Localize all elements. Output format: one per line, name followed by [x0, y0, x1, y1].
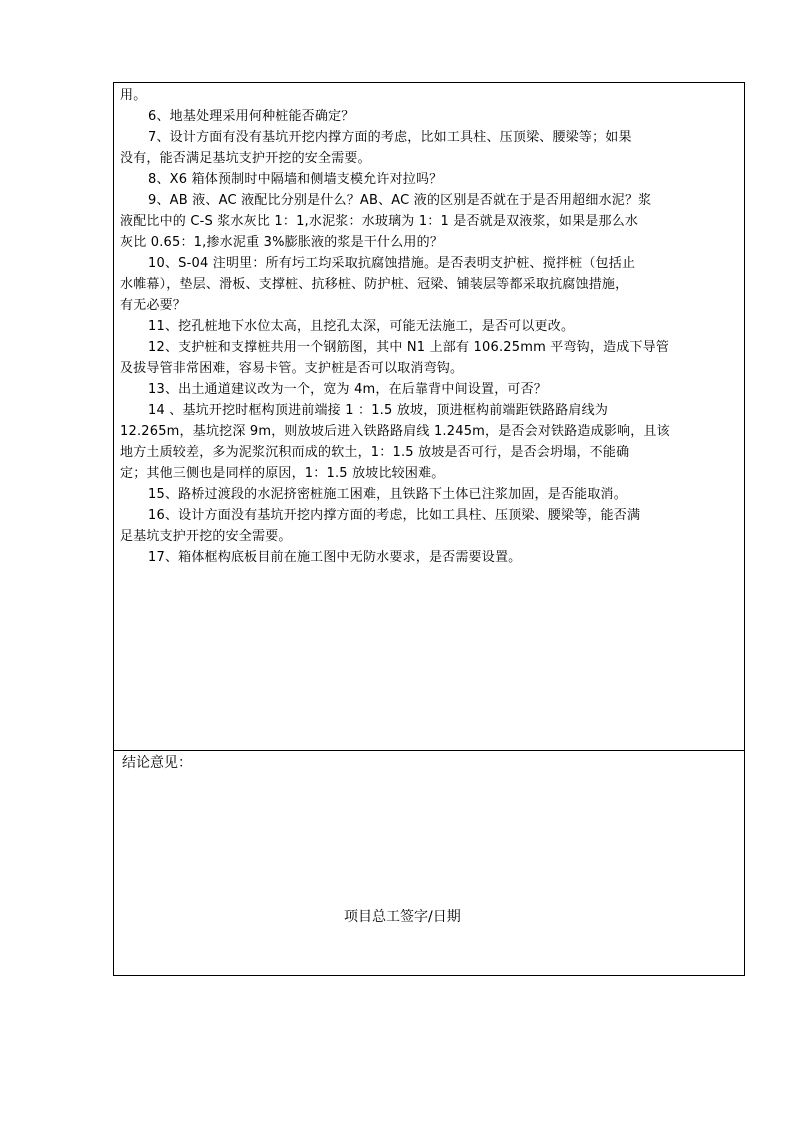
question-text-line: 用。 — [120, 88, 147, 103]
question-text-line: 10、S-04 注明里：所有圬工均采取抗腐蚀措施。是否表明支护桩、搅拌桩（包括止 — [148, 256, 636, 271]
question-text-line: 地方土质较差，多为泥浆沉积而成的软土，1：1.5 放坡是否可行，是否会坍塌，不能确 — [120, 445, 630, 460]
question-text-line: 7、设计方面有没有基坑开挖内撑方面的考虑，比如工具柱、压顶梁、腰梁等；如果 — [148, 130, 632, 145]
signature-date-label: 项目总工签字/日期 — [344, 909, 461, 925]
question-text-line: 8、X6 箱体预制时中隔墙和侧墙支模允许对拉吗？ — [148, 172, 443, 187]
question-text-line: 12、支护桩和支撑桩共用一个钢筋图，其中 N1 上部有 106.25mm 平弯钩，造成下导管 — [148, 340, 670, 355]
question-text-line: 11、挖孔桩地下水位太高，且挖孔太深，可能无法施工，是否可以更改。 — [148, 319, 575, 334]
conclusion-label: 结论意见： — [122, 755, 192, 771]
question-text-line: 液配比中的 C-S 浆水灰比 1：1,水泥浆：水玻璃为 1：1 是否就是双液浆，如果是那么水 — [120, 214, 639, 229]
question-text-line: 6、地基处理采用何种桩能否确定？ — [148, 109, 355, 124]
conclusion-cell — [114, 751, 744, 975]
question-text-line: 及拔导管非常困难，容易卡管。支护桩是否可以取消弯钩。 — [120, 361, 464, 376]
question-text-line: 定；其他三侧也是同样的原因，1：1.5 放坡比较困难。 — [120, 466, 445, 481]
question-text-line: 12.265m，基坑挖深 9m，则放坡后进入铁路路肩线 1.245m，是否会对铁路造成影响，且该 — [120, 424, 670, 439]
question-text-line: 17、箱体框构底板目前在施工图中无防水要求，是否需要设置。 — [148, 550, 522, 565]
question-text-line: 足基坑支护开挖的安全需要。 — [120, 529, 292, 544]
question-text-line: 水帷幕），垫层、滑板、支撑桩、抗移桩、防护桩、冠梁、铺装层等都采取抗腐蚀措施， — [120, 277, 629, 292]
review-form-table — [113, 82, 745, 976]
question-text-line: 14 、基坑开挖时框构顶进前端接 1 ：1.5 放坡，顶进框构前端距铁路路肩线为 — [148, 403, 609, 418]
question-text-line: 16、设计方面没有基坑开挖内撑方面的考虑，比如工具柱、压顶梁、腰梁等，能否满 — [148, 508, 641, 523]
question-text-line: 有无必要？ — [120, 298, 187, 313]
question-text-line: 15、路桥过渡段的水泥挤密桩施工困难，且铁路下土体已注浆加固，是否能取消。 — [148, 487, 627, 502]
question-text-line: 灰比 0.65：1,掺水泥重 3%膨胀液的浆是干什么用的？ — [120, 235, 444, 250]
question-text-line: 9、AB 液、AC 液配比分别是什么？AB、AC 液的区别是否就在于是否用超细水泥？浆 — [148, 193, 652, 208]
questions-cell — [114, 83, 744, 751]
question-text-line: 13、出土通道建议改为一个，宽为 4m，在后靠背中间设置，可否？ — [148, 382, 548, 397]
question-text-line: 没有，能否满足基坑支护开挖的安全需要。 — [120, 151, 371, 166]
